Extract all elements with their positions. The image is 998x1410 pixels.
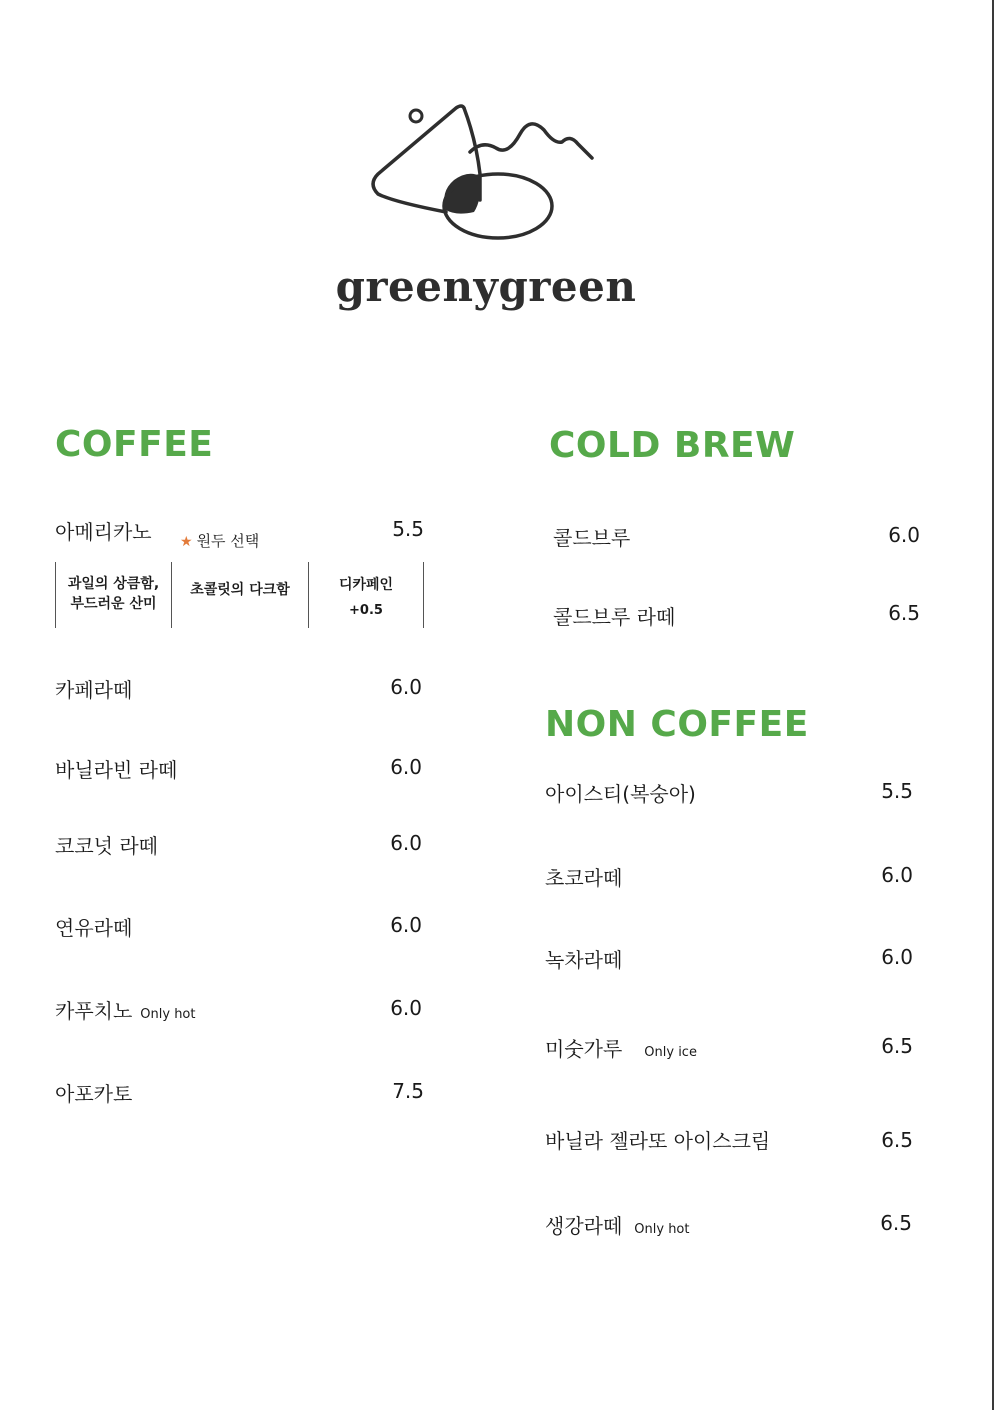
menu-item-name: 바닐라빈 라떼 [55, 758, 178, 782]
bean-option-fruity: 과일의 상큼함, 부드러운 산미 [67, 576, 160, 612]
menu-item-name: 바닐라 젤라또 아이스크림 [545, 1129, 771, 1153]
bean-option-divider [423, 562, 424, 628]
star-icon: ★ [180, 534, 193, 550]
menu-item-name: 연유라떼 [55, 916, 133, 940]
bean-option-chocolate: 초콜릿의 다크함 [190, 582, 290, 598]
menu-item-note: Only hot [634, 1222, 690, 1237]
menu-item-name: 아이스티(복숭아) [545, 782, 696, 806]
menu-item-name: 아포카토 [55, 1082, 133, 1106]
bean-select-label: ★ 원두 선택 [180, 532, 260, 550]
menu-item-name: 콜드브루 [553, 526, 631, 550]
section-title-non-coffee: NON COFFEE [545, 704, 809, 745]
menu-item-name: 코코넛 라떼 [55, 834, 158, 858]
brand-name: greenygreen [335, 262, 637, 311]
menu-item-price: 5.5 [392, 517, 424, 541]
menu-item-price: 6.5 [880, 1211, 912, 1235]
menu-item-price: 6.5 [888, 601, 920, 625]
menu-item-name: 생강라떼 Only hot [545, 1214, 690, 1238]
menu-item-name: 미숫가루 Only ice [545, 1037, 697, 1061]
menu-item-price: 6.0 [881, 945, 913, 969]
menu-item-name: 카푸치노 Only hot [55, 999, 196, 1023]
bean-option-decaf: 디카페인 +0.5 [338, 577, 394, 618]
menu-item-note: Only ice [644, 1045, 697, 1060]
menu-item-price: 6.0 [390, 996, 422, 1020]
section-title-cold-brew: COLD BREW [549, 425, 796, 466]
page-edge-line [992, 0, 994, 1410]
menu-item-price: 6.0 [390, 755, 422, 779]
menu-item-name: 콜드브루 라떼 [553, 605, 676, 629]
menu-item-name: 초코라떼 [545, 866, 623, 890]
menu-item-name: 카페라떼 [55, 678, 133, 702]
menu-item-note: Only hot [140, 1007, 196, 1022]
menu-item-price: 6.5 [881, 1034, 913, 1058]
menu-item-price: 6.0 [888, 523, 920, 547]
menu-item-price: 7.5 [392, 1079, 424, 1103]
menu-item-price: 6.5 [881, 1128, 913, 1152]
menu-item-price: 6.0 [881, 863, 913, 887]
menu-item-price: 6.0 [390, 675, 422, 699]
menu-item-name: 아메리카노 [55, 520, 152, 544]
section-title-coffee: COFFEE [55, 424, 214, 465]
menu-item-price: 6.0 [390, 913, 422, 937]
greenygreen-logo-icon [366, 100, 600, 250]
menu-item-name: 녹차라떼 [545, 948, 623, 972]
menu-item-price: 6.0 [390, 831, 422, 855]
menu-item-price: 5.5 [881, 779, 913, 803]
